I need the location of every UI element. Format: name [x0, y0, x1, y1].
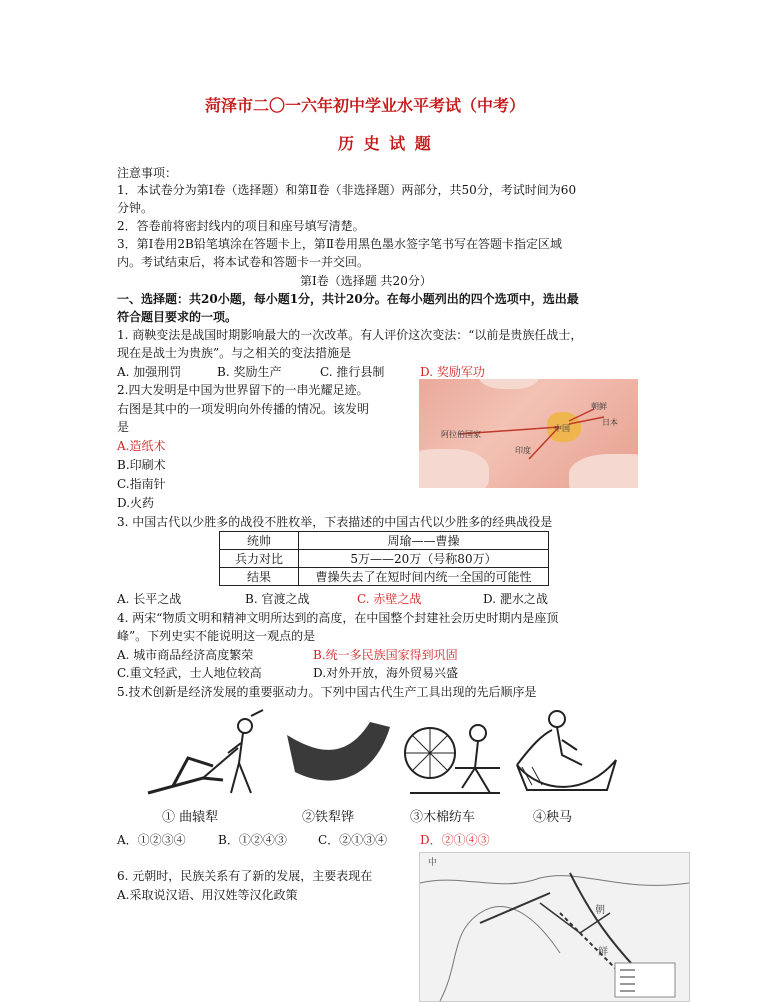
q2-stem: 右图是其中的一项发明向外传播的情况。该发明 — [117, 402, 370, 416]
q1-option-a: A. 加强刑罚 — [117, 365, 182, 379]
q1-option-b: B. 奖励生产 — [217, 365, 282, 379]
invention-spread-map — [419, 379, 638, 488]
table-row — [220, 532, 549, 550]
q3-option-a: A. 长平之战 — [117, 592, 182, 606]
map-label: 朝 — [595, 905, 605, 916]
notice-item: 1．本试卷分为第Ⅰ卷（选择题）和第Ⅱ卷（非选择题）两部分，共50分，考试时间为60 — [117, 183, 577, 197]
q4-option-a: A. 城市商品经济高度繁荣 — [117, 648, 254, 662]
exam-subject: 历 史 试 题 — [338, 134, 433, 153]
q2-option-d: D.火药 — [117, 496, 155, 510]
q4-stem: 4. 两宋“物质文明和精神文明所达到的高度，在中国整个封建社会历史时期内是座顶 — [117, 611, 559, 625]
table-cell: 兵力对比 — [220, 550, 299, 568]
tool-caption: ① 曲辕犁 — [162, 810, 219, 825]
q2-stem: 2.四大发明是中国为世界留下的一串光耀足迹。 — [117, 383, 369, 397]
map-lines — [420, 853, 689, 1001]
q5-option-d: D．②①④③ — [420, 833, 490, 847]
map-label: 中 — [428, 858, 438, 868]
map-label: 日本 — [602, 418, 618, 427]
map-label: 中国 — [554, 424, 570, 433]
tool-caption: ②铁犁铧 — [302, 810, 355, 825]
q1-option-c: C. 推行县制 — [320, 365, 385, 379]
table-row — [220, 568, 549, 586]
q5-option-b: B．①②④③ — [218, 833, 287, 847]
map-label: 朝鲜 — [591, 402, 607, 411]
battle-table — [219, 531, 549, 586]
exam-title: 菏泽市二〇一六年初中学业水平考试（中考） — [205, 96, 526, 115]
rice-transplanter-illustration — [512, 705, 620, 800]
q6-stem: 6. 元朝时，民族关系有了新的发展，主要表现在 — [117, 869, 373, 883]
q5-option-c: C．②①③④ — [318, 833, 388, 847]
q2-option-b: B.印刷术 — [117, 458, 166, 472]
map-label: 印度 — [515, 446, 531, 455]
table-cell: 周瑜——曹操 — [299, 532, 549, 550]
table-cell: 5万——20万（号称80万） — [299, 550, 549, 568]
map-label: 鲜 — [598, 947, 608, 958]
notice-heading: 注意事项： — [117, 166, 178, 180]
table-row — [220, 550, 549, 568]
table-cell: 曹操失去了在短时间内统一全国的可能性 — [299, 568, 549, 586]
q3-option-b: B. 官渡之战 — [245, 592, 310, 606]
q1-stem: 1. 商鞅变法是战国时期影响最大的一次改革。有人评价这次变法：“以前是贵族任战士， — [117, 328, 583, 342]
spinning-wheel-illustration — [400, 708, 510, 803]
plough-illustration — [143, 708, 281, 803]
q4-option-d: D.对外开放，海外贸易兴盛 — [313, 666, 459, 680]
q5-option-a: A．①②③④ — [117, 833, 186, 847]
tool-caption: ③木棉纺车 — [410, 810, 476, 825]
q4-option-c: C.重文轻武，士人地位较高 — [117, 666, 262, 680]
q6-option-a: A.采取说汉语、用汉姓等汉化政策 — [117, 888, 298, 902]
notice-item: 2．答卷前将密封线内的项目和座号填写清楚。 — [117, 219, 365, 233]
q1-option-d: D. 奖励军功 — [420, 365, 485, 379]
q4-stem: 峰”。下列史实不能说明这一观点的是 — [117, 629, 316, 643]
yuan-dynasty-map — [419, 852, 690, 1002]
notice-item: 内。考试结束后，将本试卷和答题卡一并交回。 — [117, 255, 370, 269]
map-label: 阿拉伯国家 — [441, 430, 481, 439]
q3-option-c: C. 赤壁之战 — [357, 592, 422, 606]
q2-stem: 是 — [117, 420, 130, 434]
notice-item: 3．第Ⅰ卷用2B铅笔填涂在答题卡上，第Ⅱ卷用黑色墨水签字笔书写在答题卡指定区域 — [117, 237, 562, 251]
q2-option-c: C.指南针 — [117, 477, 166, 491]
q2-option-a: A.造纸术 — [117, 439, 166, 453]
table-cell: 结果 — [220, 568, 299, 586]
iron-ploughshare-illustration — [285, 717, 395, 795]
table-cell: 统帅 — [220, 532, 299, 550]
notice-item: 分钟。 — [117, 201, 154, 215]
q1-stem: 现在是战士为贵族”。与之相关的变法措施是 — [117, 346, 352, 360]
tool-caption: ④秧马 — [533, 810, 573, 825]
q4-option-b: B.统一多民族国家得到巩固 — [313, 648, 458, 662]
section-instruction: 符合题目要求的一项。 — [117, 310, 238, 324]
section-title: 第Ⅰ卷（选择题 共20分） — [300, 274, 432, 288]
section-instruction: 一、选择题：共20小题，每小题1分，共计20分。在每小题列出的四个选项中，选出最 — [117, 292, 579, 306]
q5-stem: 5.技术创新是经济发展的重要驱动力。下列中国古代生产工具出现的先后顺序是 — [117, 685, 537, 699]
q3-stem: 3. 中国古代以少胜多的战役不胜枚举，下表描述的中国古代以少胜多的经典战役是 — [117, 515, 553, 529]
q3-option-d: D. 淝水之战 — [483, 592, 548, 606]
